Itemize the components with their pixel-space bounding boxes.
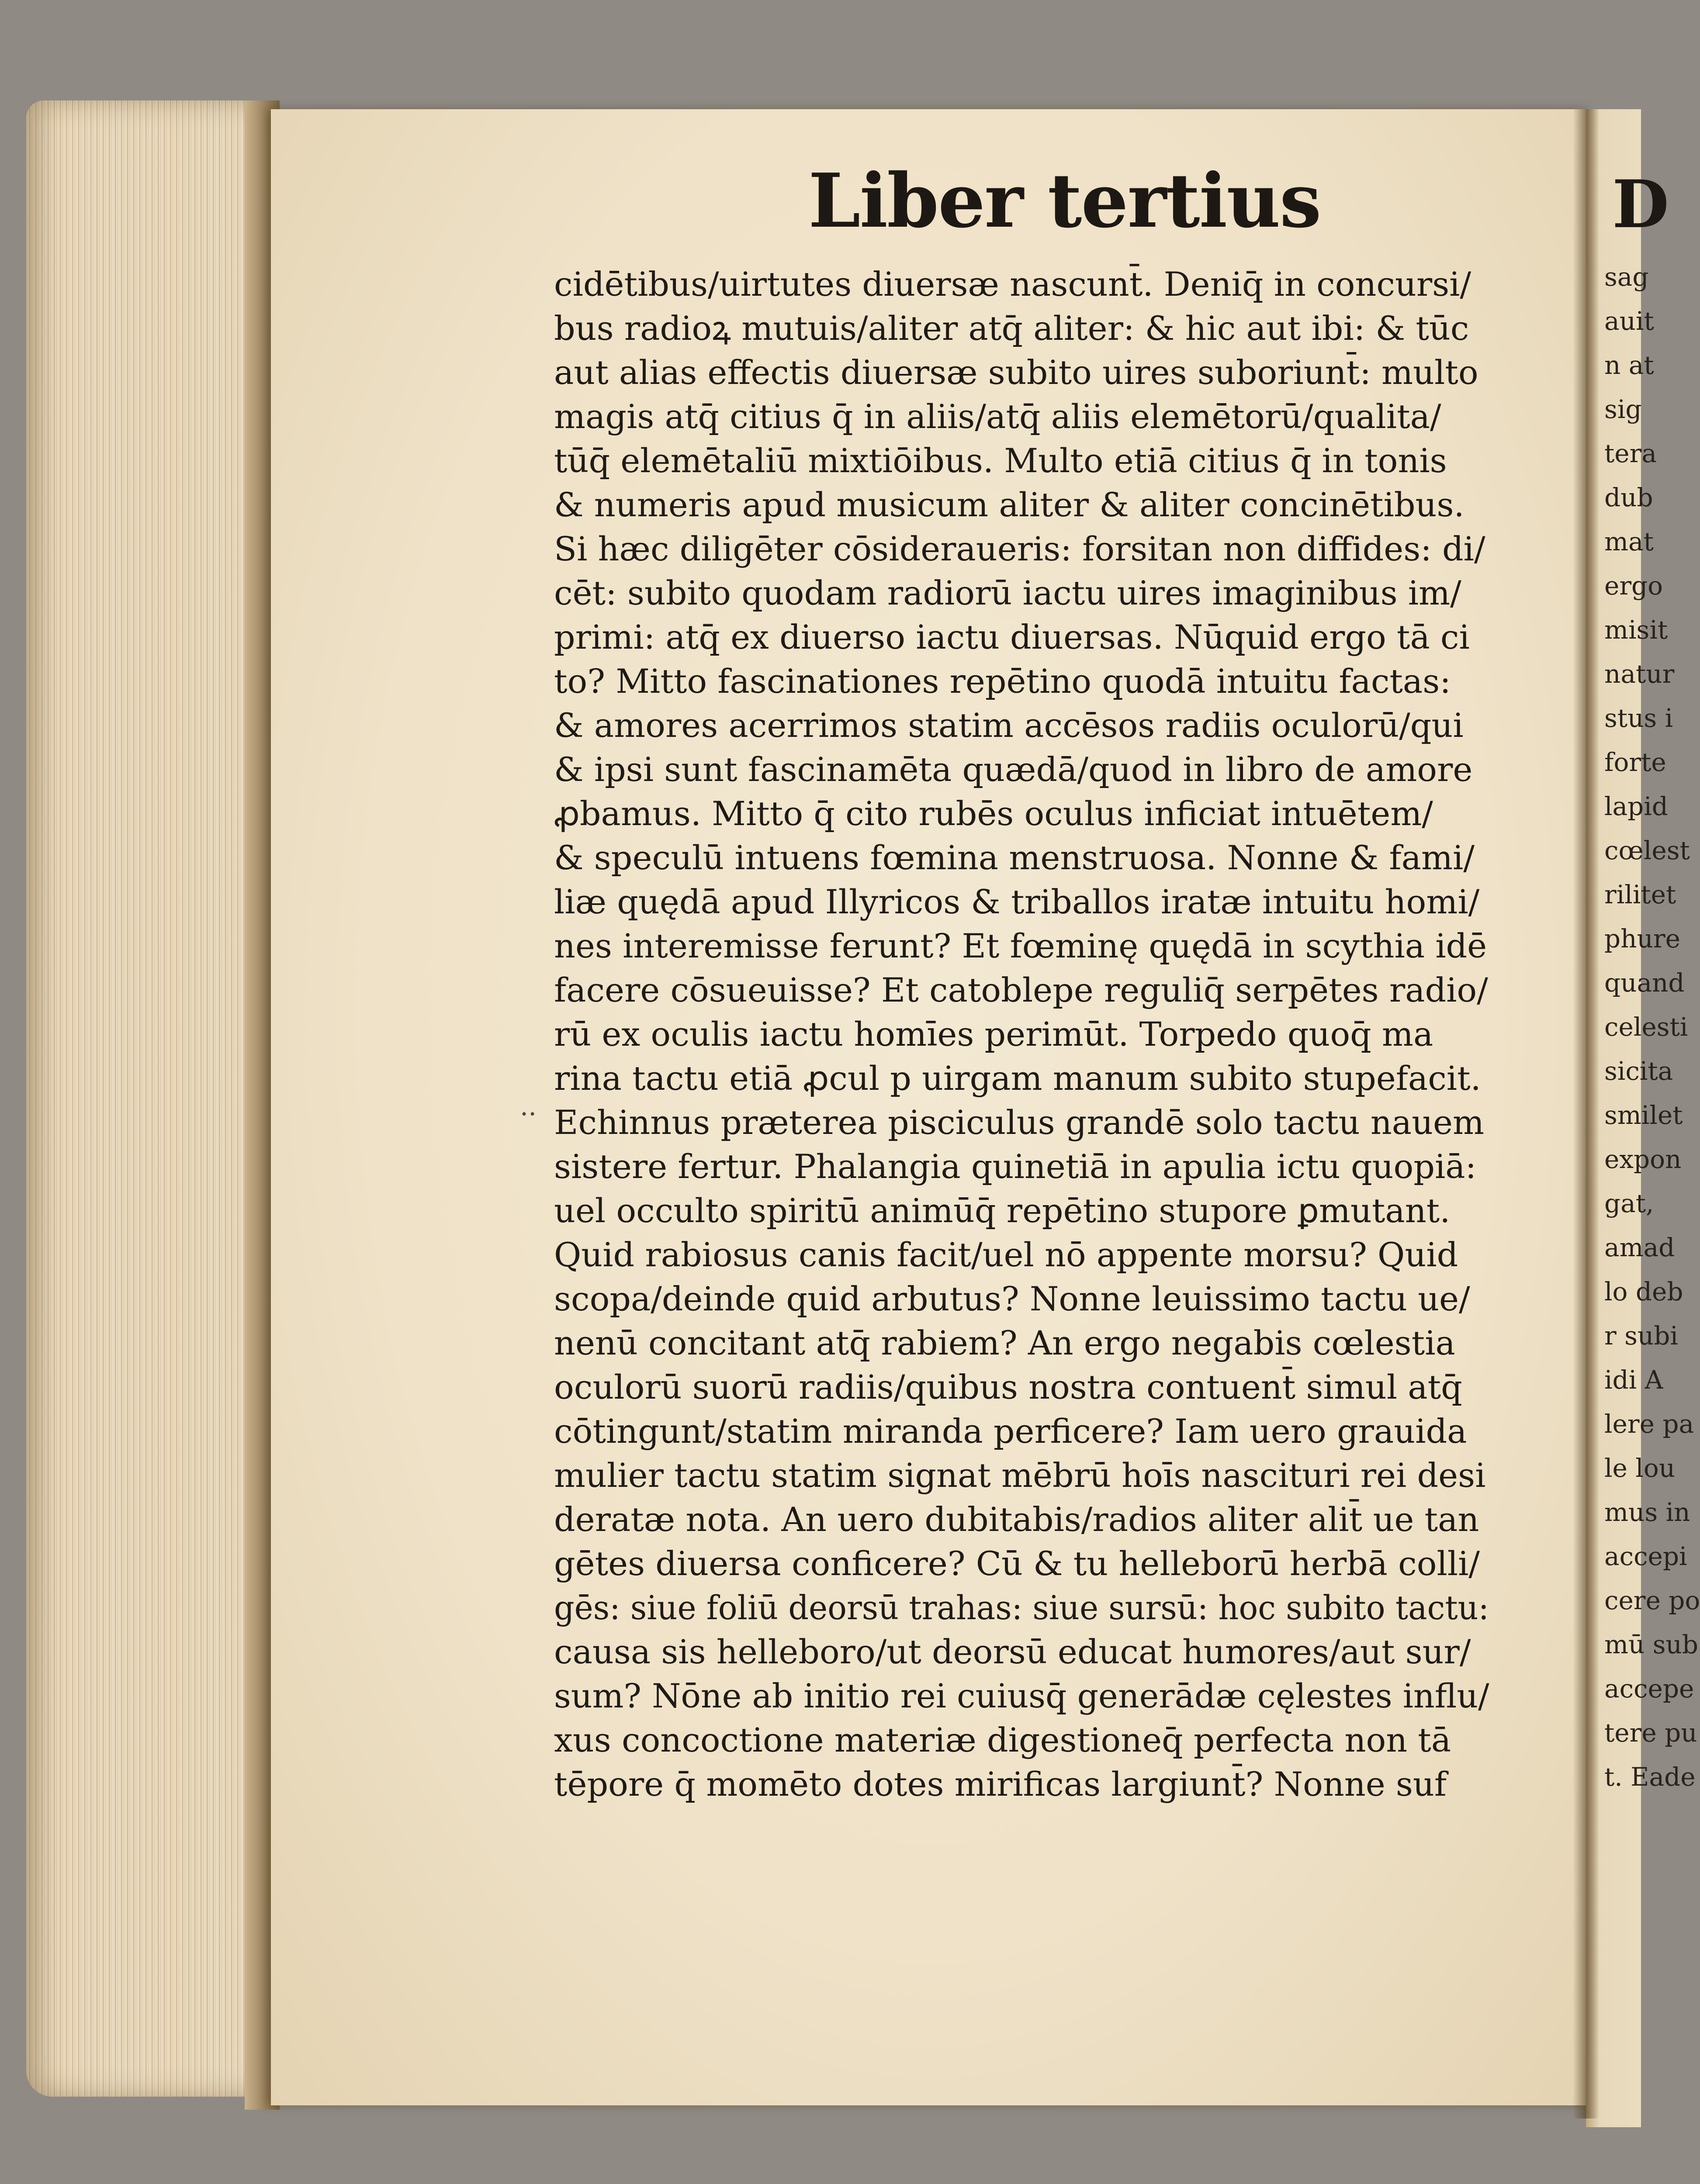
next-page-fragment: sicita [1604,1056,1673,1086]
text-line: Echinnus prætereа pisciculus grandē solo tactu nauem [554,1103,1485,1142]
text-line: cidētibus/uirtutes diuersæ nascunt̄. Deniq̄ in concursi/ [554,265,1471,304]
text-line: gēs: siue foliū deorsū trahas: siue sursū: hoc subito tactu: [554,1588,1489,1627]
next-page-fragment: cœlest [1604,836,1690,865]
next-page-fragment: lapid [1604,791,1668,821]
text-line: causa sis helleboro/ut deorsū educat humores/aut sur/ [554,1632,1471,1671]
text-line: & speculū intuens fœmina menstruosa. Nonne & fami/ [554,838,1475,877]
next-page-fragment: forte [1604,747,1666,777]
next-page-fragment: natur [1604,659,1675,689]
next-page-fragment: accepi [1604,1541,1687,1571]
text-line: ꝓbamus. Mitto q̄ cito rubēs oculus inficiat intuētem/ [554,794,1433,833]
next-page-fragment: tera [1604,439,1657,468]
next-page-head: D [1612,166,1669,243]
next-page-fragment: idi A [1604,1365,1663,1395]
next-page-fragment: gat, [1604,1189,1654,1218]
text-line: sum? Nōne ab initio rei cuiusq̄ generādæ cęlestes influ/ [554,1676,1489,1715]
text-line: tēpore q̄ momēto dotes mirificas largiunt̄? Nonne suf [554,1765,1447,1804]
next-page-fragment: sag [1604,262,1649,292]
next-page-fragment: smilet [1604,1100,1683,1130]
text-line: scopa/deinde quid arbutus? Nonne leuissimo tactu ue/ [554,1279,1470,1318]
text-line: gētes diuersa conficere? Cū & tu helleborū herbā colli/ [554,1544,1480,1583]
text-line: cēt: subito quodam radiorū iactu uires imaginibus im/ [554,574,1461,612]
next-page-fragment: amad [1604,1233,1675,1262]
next-page-fragment: mat [1604,527,1654,556]
text-line: Quid rabiosus canis facit/uel nō appente morsu? Quid [554,1235,1458,1274]
text-line: primi: atq̄ ex diuerso iactu diuersas. Nūquid ergo tā ci [554,618,1470,657]
next-page-fragment: stus i [1604,703,1673,733]
text-line: rū ex oculis iactu homīes perimūt. Torpedo quoq̄ ma [554,1015,1433,1054]
running-head: Liber tertius [808,157,1321,245]
text-line: xus concoctione materiæ digestioneq̄ perfecta non tā [554,1721,1451,1759]
page-stack-edges [26,100,271,2097]
text-line: uel occulto spiritū animūq̄ repētino stupore ꝑmutant. [554,1191,1451,1230]
text-line: to? Mitto fascinationes repētino quodā intuitu factas: [554,662,1451,701]
text-line: & amores acerrimos statim accēsos radiis oculorū/qui [554,706,1464,745]
text-line: tūq̄ elemētaliū mixtiōibus. Multo etiā citius q̄ in tonis [554,441,1447,480]
next-page-fragment: mū sub [1604,1630,1699,1659]
text-block [554,262,1489,1806]
margin-mark: .. [520,1091,537,1122]
text-line: & ipsi sunt fascinamēta quædā/quod in libro de amore [554,750,1473,789]
next-page-fragment: r subi [1604,1321,1678,1351]
next-page-fragment: lo deb [1604,1277,1683,1306]
next-page-fragment: tere pu [1604,1718,1697,1748]
text-line: magis atq̄ citius q̄ in aliis/atq̄ aliis elemētorū/qualita/ [554,397,1441,436]
next-page-fragment: auit [1604,306,1654,336]
text-line: liæ quędā apud Illyricos & triballos iratæ intuitu homi/ [554,882,1480,921]
text-line: nenū concitant atq̄ rabiem? An ergo negabis cœlestia [554,1324,1455,1362]
next-page-fragment: quand [1604,968,1685,998]
text-line: Si hæc diligēter cōsideraueris: forsitan non diffides: di/ [554,529,1485,568]
text-line: bus radioꝝ mutuis/aliter atq̄ aliter: & hic aut ibi: & tūc [554,309,1469,348]
next-page-fragment: t. Eade [1604,1762,1696,1792]
next-page-fragment: cere po [1604,1586,1700,1615]
next-page-fragment: dub [1604,483,1653,512]
text-line: cōtingunt/statim miranda perficere? Iam uero grauida [554,1412,1467,1451]
text-line: facere cōsueuisse? Et catoblepe reguliq̄ serpētes radio/ [554,971,1488,1009]
next-page-fragment: celesti [1604,1012,1688,1042]
text-line: rina tactu etiā ꝓcul p uirgam manum subito stupefacit. [554,1059,1481,1098]
next-page-fragment: misit [1604,615,1668,645]
next-page-fragment: mus in [1604,1497,1690,1527]
text-line: aut alias effectis diuersæ subito uires suboriunt̄: multo [554,353,1478,392]
next-page-fragment: sig [1604,394,1642,424]
next-page-fragment: accepe [1604,1674,1694,1704]
next-page-fragment: lere pa [1604,1409,1694,1439]
text-line: mulier tactu statim signat mēbrū hoīs nascituri rei desi [554,1456,1486,1495]
text-line: sistere fertur. Phalangia quinetiā in apulia ictu quopiā: [554,1147,1477,1186]
next-page-fragment: phure [1604,924,1680,954]
next-page-fragment: n at [1604,350,1654,380]
text-line: oculorū suorū radiis/quibus nostra contuent̄ simul atq̄ [554,1368,1462,1406]
text-line: & numeris apud musicum aliter & aliter concinētibus. [554,485,1465,524]
text-line: deratæ nota. An uero dubitabis/radios aliter alit̄ ue tan [554,1500,1479,1539]
next-page-fragment: expon [1604,1144,1682,1174]
gutter-shadow [1573,109,1599,2118]
next-page-fragment: rilitet [1604,880,1676,909]
next-page-fragment: le lou [1604,1453,1676,1483]
text-line: nes interemisse ferunt? Et fœminę quędā in scythia idē [554,926,1487,965]
next-page-fragment: ergo [1604,571,1663,601]
